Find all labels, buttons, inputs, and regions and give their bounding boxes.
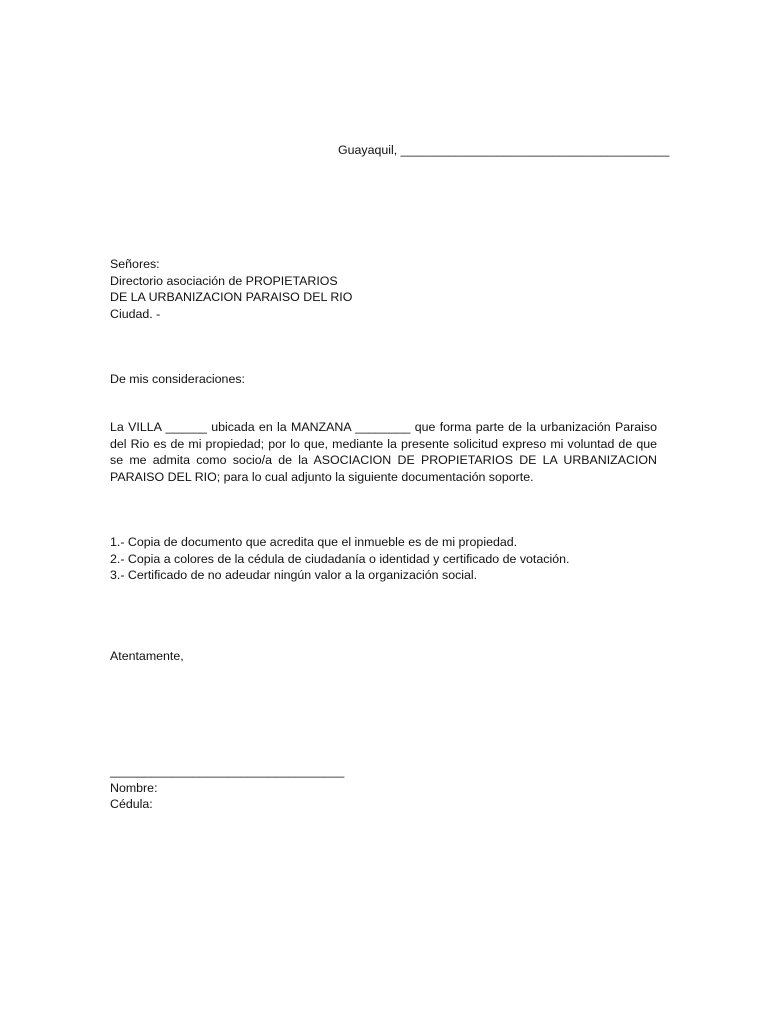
recipient-block	[110, 256, 510, 322]
signature-block	[110, 763, 410, 813]
recipient-directorio: Directorio asociación de PROPIETARIOS	[110, 273, 338, 288]
document-list	[110, 534, 670, 584]
recipient-ciudad: Ciudad. -	[110, 306, 161, 321]
list-item: 1.- Copia de documento que acredita que el inmueble es de mi propiedad.	[110, 535, 518, 549]
list-item: 2.- Copia a colores de la cédula de ciudadanía o identidad y certificado de votación.	[110, 551, 570, 566]
greeting: De mis consideraciones:	[110, 372, 245, 386]
closing: Atentamente,	[110, 649, 184, 663]
recipient-salutation: Señores:	[110, 257, 160, 271]
recipient-urbanizacion: DE LA URBANIZACION PARAISO DEL RIO	[110, 290, 353, 304]
name-label: Nombre:	[110, 780, 158, 795]
body-paragraph: La VILLA ______ ubicada en la MANZANA ________ que forma parte de la urbanización Paraiso del Rio es de mi propiedad; por lo que, mediante la presente solicitud expreso mi voluntad de que se me admita como socio/a de la ASOCIACION DE PROPIETARIOS DE LA URBANIZACION PARAISO DEL RIO; para lo cual adjunto la siguiente documentación soporte.	[110, 420, 657, 484]
list-item: 3.- Certificado de no adeudar ningún valor a la organización social.	[110, 568, 478, 582]
signature-line: __________________________________	[110, 764, 345, 778]
id-label: Cédula:	[110, 797, 153, 811]
date-line: Guayaquil, _______________________________________	[338, 143, 670, 157]
